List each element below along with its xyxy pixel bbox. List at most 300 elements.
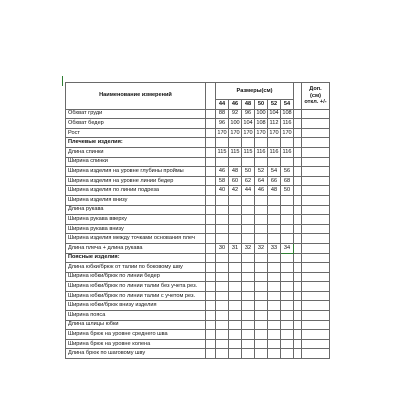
gap-cell-2 <box>294 320 302 330</box>
gap-cell-2 <box>294 167 302 177</box>
deviation-cell <box>302 243 330 253</box>
gap-cell <box>206 147 216 157</box>
table-row <box>66 147 330 157</box>
gap-cell <box>206 282 216 292</box>
row-label: Ширина юбки/брюк по линии талии с учетом рез. <box>66 291 206 301</box>
deviation-cell <box>302 253 330 263</box>
value-cell <box>216 215 229 225</box>
gap-cell <box>206 176 216 186</box>
deviation-cell <box>302 186 330 196</box>
value-cell <box>216 205 229 215</box>
value-cell <box>281 263 294 273</box>
row-label: Ширина спинки <box>66 157 206 167</box>
gap-cell-2 <box>294 205 302 215</box>
value-cell: 116 <box>255 147 268 157</box>
value-cell <box>229 224 242 234</box>
gap-cell <box>206 243 216 253</box>
gap-cell <box>206 195 216 205</box>
row-label: Ширина изделия на уровне линии бедер <box>66 176 206 186</box>
gap-cell-2 <box>294 176 302 186</box>
value-cell <box>229 215 242 225</box>
value-cell: 116 <box>281 119 294 129</box>
value-cell <box>255 224 268 234</box>
value-cell <box>242 224 255 234</box>
value-cell <box>242 320 255 330</box>
value-cell <box>216 157 229 167</box>
table-row <box>66 349 330 359</box>
deviation-cell <box>302 291 330 301</box>
value-cell <box>242 138 255 148</box>
size-header-cell: 54 <box>281 100 294 110</box>
value-cell <box>242 263 255 273</box>
value-cell <box>255 330 268 340</box>
value-cell: 56 <box>281 167 294 177</box>
value-cell <box>242 311 255 321</box>
row-label: Поясные изделия: <box>66 253 206 263</box>
row-label: Ширина изделия между точками основания плеч <box>66 234 206 244</box>
deviation-cell <box>302 224 330 234</box>
gap-cell-2 <box>294 291 302 301</box>
gap-cell-2 <box>294 119 302 129</box>
table-row <box>66 243 330 253</box>
value-cell <box>281 224 294 234</box>
value-cell <box>229 339 242 349</box>
value-cell <box>268 301 281 311</box>
deviation-cell <box>302 272 330 282</box>
value-cell: 170 <box>268 128 281 138</box>
table-row <box>66 311 330 321</box>
value-cell: 170 <box>229 128 242 138</box>
header-row <box>66 83 330 100</box>
gap-cell <box>206 186 216 196</box>
value-cell <box>268 157 281 167</box>
gap-cell <box>206 291 216 301</box>
value-cell: 50 <box>242 167 255 177</box>
gap-cell-2 <box>294 243 302 253</box>
deviation-cell <box>302 234 330 244</box>
row-label: Обхват груди <box>66 109 206 119</box>
gap-cell-2 <box>294 138 302 148</box>
value-cell <box>216 339 229 349</box>
table-row <box>66 128 330 138</box>
value-cell <box>281 301 294 311</box>
value-cell <box>229 282 242 292</box>
deviation-cell <box>302 167 330 177</box>
measurements-table <box>65 82 330 359</box>
gap-cell-2 <box>294 186 302 196</box>
gap-cell <box>206 128 216 138</box>
table-body <box>66 83 330 359</box>
value-cell <box>242 215 255 225</box>
table-row <box>66 291 330 301</box>
value-cell <box>216 330 229 340</box>
row-label: Ширина изделия на уровне глубины проймы <box>66 167 206 177</box>
gap-cell <box>206 263 216 273</box>
value-cell <box>216 282 229 292</box>
row-label: Ширина пояса <box>66 311 206 321</box>
value-cell <box>242 291 255 301</box>
value-cell <box>255 339 268 349</box>
value-cell <box>229 234 242 244</box>
value-cell <box>255 205 268 215</box>
row-label: Ширина юбки/брюк по линии бедер <box>66 272 206 282</box>
table-row <box>66 234 330 244</box>
value-cell: 115 <box>216 147 229 157</box>
gap-cell-2 <box>294 311 302 321</box>
value-cell <box>255 272 268 282</box>
deviation-cell <box>302 195 330 205</box>
gap-cell <box>206 301 216 311</box>
value-cell: 40 <box>216 186 229 196</box>
gap-cell-2 <box>294 263 302 273</box>
value-cell <box>216 253 229 263</box>
value-cell <box>229 349 242 359</box>
value-cell <box>255 291 268 301</box>
row-label: Ширина изделия по линии подреза <box>66 186 206 196</box>
table-row <box>66 224 330 234</box>
gap-cell <box>206 157 216 167</box>
gap-cell <box>206 119 216 129</box>
table-row <box>66 320 330 330</box>
value-cell: 108 <box>281 109 294 119</box>
deviation-cell <box>302 176 330 186</box>
value-cell <box>268 224 281 234</box>
value-cell <box>242 234 255 244</box>
value-cell <box>281 311 294 321</box>
value-cell <box>268 272 281 282</box>
deviation-cell <box>302 128 330 138</box>
value-cell <box>216 195 229 205</box>
deviation-cell <box>302 147 330 157</box>
gap-cell-2 <box>294 339 302 349</box>
gap-cell-2 <box>294 272 302 282</box>
size-header-cell: 44 <box>216 100 229 110</box>
value-cell <box>229 320 242 330</box>
value-cell <box>229 253 242 263</box>
value-cell <box>281 138 294 148</box>
value-cell <box>268 215 281 225</box>
value-cell: 32 <box>242 243 255 253</box>
value-cell: 48 <box>268 186 281 196</box>
header-sizes-cell: Размеры(см) <box>216 83 294 100</box>
row-label: Обхват бедер <box>66 119 206 129</box>
deviation-cell <box>302 138 330 148</box>
value-cell <box>216 234 229 244</box>
table-row <box>66 253 330 263</box>
value-cell <box>268 195 281 205</box>
value-cell <box>229 263 242 273</box>
value-cell: 96 <box>216 119 229 129</box>
value-cell <box>216 138 229 148</box>
value-cell <box>255 195 268 205</box>
value-cell: 34 <box>281 243 294 253</box>
value-cell <box>229 272 242 282</box>
row-label: Ширина изделия внизу <box>66 195 206 205</box>
value-cell: 60 <box>229 176 242 186</box>
gap-cell <box>206 253 216 263</box>
value-cell <box>268 205 281 215</box>
value-cell <box>229 291 242 301</box>
deviation-cell <box>302 119 330 129</box>
gap-cell-2 <box>294 157 302 167</box>
deviation-cell <box>302 349 330 359</box>
value-cell <box>242 157 255 167</box>
gap-cell <box>206 138 216 148</box>
value-cell: 30 <box>216 243 229 253</box>
gap-cell <box>206 320 216 330</box>
value-cell <box>255 138 268 148</box>
value-cell <box>281 234 294 244</box>
value-cell: 66 <box>268 176 281 186</box>
value-cell <box>281 330 294 340</box>
gap-cell <box>206 215 216 225</box>
value-cell <box>255 253 268 263</box>
row-label: Длина шлицы юбки <box>66 320 206 330</box>
value-cell: 42 <box>229 186 242 196</box>
value-cell: 112 <box>268 119 281 129</box>
gap-cell-2 <box>294 109 302 119</box>
value-cell <box>281 215 294 225</box>
row-label: Длина спинки <box>66 147 206 157</box>
value-cell <box>242 272 255 282</box>
value-cell <box>255 263 268 273</box>
value-cell: 68 <box>281 176 294 186</box>
deviation-cell <box>302 320 330 330</box>
row-label: Длина юбки/брюк от талии по боковому шву <box>66 263 206 273</box>
deviation-cell <box>302 311 330 321</box>
gap-cell <box>206 339 216 349</box>
value-cell: 50 <box>281 186 294 196</box>
table-row <box>66 167 330 177</box>
deviation-cell <box>302 205 330 215</box>
gap-cell <box>206 205 216 215</box>
gap-cell <box>206 349 216 359</box>
table-row <box>66 301 330 311</box>
size-header-cell: 50 <box>255 100 268 110</box>
value-cell <box>229 157 242 167</box>
value-cell <box>216 224 229 234</box>
deviation-cell <box>302 282 330 292</box>
value-cell <box>216 311 229 321</box>
value-cell <box>229 195 242 205</box>
table-row <box>66 186 330 196</box>
value-cell <box>268 349 281 359</box>
row-label: Длина плеча + длина рукава <box>66 243 206 253</box>
value-cell <box>281 320 294 330</box>
value-cell: 100 <box>255 109 268 119</box>
value-cell: 44 <box>242 186 255 196</box>
value-cell: 92 <box>229 109 242 119</box>
table-row <box>66 176 330 186</box>
value-cell <box>229 205 242 215</box>
row-label: Длина рукава <box>66 205 206 215</box>
value-cell <box>281 205 294 215</box>
gap-cell-2 <box>294 301 302 311</box>
row-label: Ширина юбки/брюк внизу изделия <box>66 301 206 311</box>
value-cell <box>268 291 281 301</box>
value-cell <box>268 282 281 292</box>
table-row <box>66 205 330 215</box>
gap-cell <box>206 272 216 282</box>
value-cell: 170 <box>255 128 268 138</box>
deviation-cell <box>302 339 330 349</box>
table-row <box>66 138 330 148</box>
value-cell: 115 <box>242 147 255 157</box>
size-header-cell: 52 <box>268 100 281 110</box>
size-header-cell: 46 <box>229 100 242 110</box>
value-cell <box>268 320 281 330</box>
deviation-cell <box>302 301 330 311</box>
value-cell: 116 <box>268 147 281 157</box>
value-cell <box>242 205 255 215</box>
gap-cell-2 <box>294 195 302 205</box>
value-cell: 62 <box>242 176 255 186</box>
value-cell <box>216 291 229 301</box>
row-label: Плечевые изделия: <box>66 138 206 148</box>
value-cell <box>242 195 255 205</box>
value-cell <box>255 282 268 292</box>
value-cell <box>242 349 255 359</box>
row-label: Длина брюк по шаговому шву <box>66 349 206 359</box>
size-header-cell: 48 <box>242 100 255 110</box>
value-cell <box>255 320 268 330</box>
value-cell <box>281 339 294 349</box>
value-cell: 170 <box>216 128 229 138</box>
value-cell <box>268 253 281 263</box>
value-cell: 108 <box>255 119 268 129</box>
value-cell: 31 <box>229 243 242 253</box>
table-row <box>66 109 330 119</box>
value-cell <box>229 301 242 311</box>
header-dev-cell: Доп. (см) откл. +/- <box>302 83 330 110</box>
value-cell <box>268 234 281 244</box>
value-cell <box>255 215 268 225</box>
value-cell: 115 <box>229 147 242 157</box>
value-cell <box>281 195 294 205</box>
deviation-cell <box>302 157 330 167</box>
gap-cell-2 <box>294 224 302 234</box>
value-cell <box>255 311 268 321</box>
table-row <box>66 215 330 225</box>
value-cell <box>216 301 229 311</box>
gap-cell <box>206 109 216 119</box>
value-cell <box>281 272 294 282</box>
gap-cell <box>206 311 216 321</box>
value-cell: 46 <box>255 186 268 196</box>
gap-cell-2 <box>294 128 302 138</box>
value-cell: 48 <box>229 167 242 177</box>
table-row <box>66 157 330 167</box>
table-row <box>66 339 330 349</box>
deviation-cell <box>302 263 330 273</box>
column-marker <box>62 76 63 86</box>
value-cell <box>255 157 268 167</box>
row-label: Ширина юбки/брюк по линии талии без учета рез. <box>66 282 206 292</box>
gap-cell-2 <box>294 330 302 340</box>
value-cell: 170 <box>242 128 255 138</box>
value-cell <box>268 138 281 148</box>
table-row <box>66 263 330 273</box>
deviation-cell <box>302 330 330 340</box>
value-cell: 104 <box>242 119 255 129</box>
value-cell <box>229 138 242 148</box>
table-row <box>66 330 330 340</box>
value-cell <box>242 339 255 349</box>
value-cell: 104 <box>268 109 281 119</box>
row-label: Ширина рукава внизу <box>66 224 206 234</box>
value-cell <box>281 282 294 292</box>
gap-cell-2 <box>294 234 302 244</box>
value-cell: 52 <box>255 167 268 177</box>
value-cell <box>229 311 242 321</box>
value-cell <box>281 157 294 167</box>
value-cell <box>229 330 242 340</box>
value-cell <box>268 263 281 273</box>
deviation-cell <box>302 215 330 225</box>
row-label: Рост <box>66 128 206 138</box>
value-cell <box>255 234 268 244</box>
value-cell <box>242 330 255 340</box>
value-cell: 88 <box>216 109 229 119</box>
value-cell <box>268 330 281 340</box>
value-cell <box>242 301 255 311</box>
value-cell: 58 <box>216 176 229 186</box>
value-cell <box>242 253 255 263</box>
table-row <box>66 195 330 205</box>
row-label: Ширина рукава вверху <box>66 215 206 225</box>
value-cell <box>281 291 294 301</box>
header-gap-cell-2 <box>294 83 302 110</box>
gap-cell-2 <box>294 147 302 157</box>
value-cell <box>281 349 294 359</box>
value-cell <box>255 349 268 359</box>
value-cell: 116 <box>281 147 294 157</box>
gap-cell-2 <box>294 282 302 292</box>
table-row <box>66 272 330 282</box>
value-cell: 170 <box>281 128 294 138</box>
gap-cell <box>206 224 216 234</box>
value-cell <box>268 311 281 321</box>
value-cell: 54 <box>268 167 281 177</box>
value-cell <box>216 320 229 330</box>
table-row <box>66 282 330 292</box>
value-cell: 33 <box>268 243 281 253</box>
value-cell <box>216 349 229 359</box>
header-name-cell: Наименование измерений <box>66 83 206 110</box>
value-cell: 100 <box>229 119 242 129</box>
gap-cell <box>206 234 216 244</box>
value-cell: 46 <box>216 167 229 177</box>
value-cell <box>216 263 229 273</box>
value-cell <box>216 272 229 282</box>
header-gap-cell <box>206 83 216 110</box>
gap-cell-2 <box>294 215 302 225</box>
deviation-cell <box>302 109 330 119</box>
gap-cell-2 <box>294 253 302 263</box>
value-cell <box>255 301 268 311</box>
table-row <box>66 119 330 129</box>
row-label: Ширина брюк на уровне колена <box>66 339 206 349</box>
value-cell <box>242 282 255 292</box>
gap-cell-2 <box>294 349 302 359</box>
value-cell: 32 <box>255 243 268 253</box>
row-label: Ширина брюк на уровне среднего шва <box>66 330 206 340</box>
value-cell: 64 <box>255 176 268 186</box>
gap-cell <box>206 330 216 340</box>
value-cell <box>268 339 281 349</box>
value-cell <box>281 253 294 263</box>
value-cell: 96 <box>242 109 255 119</box>
